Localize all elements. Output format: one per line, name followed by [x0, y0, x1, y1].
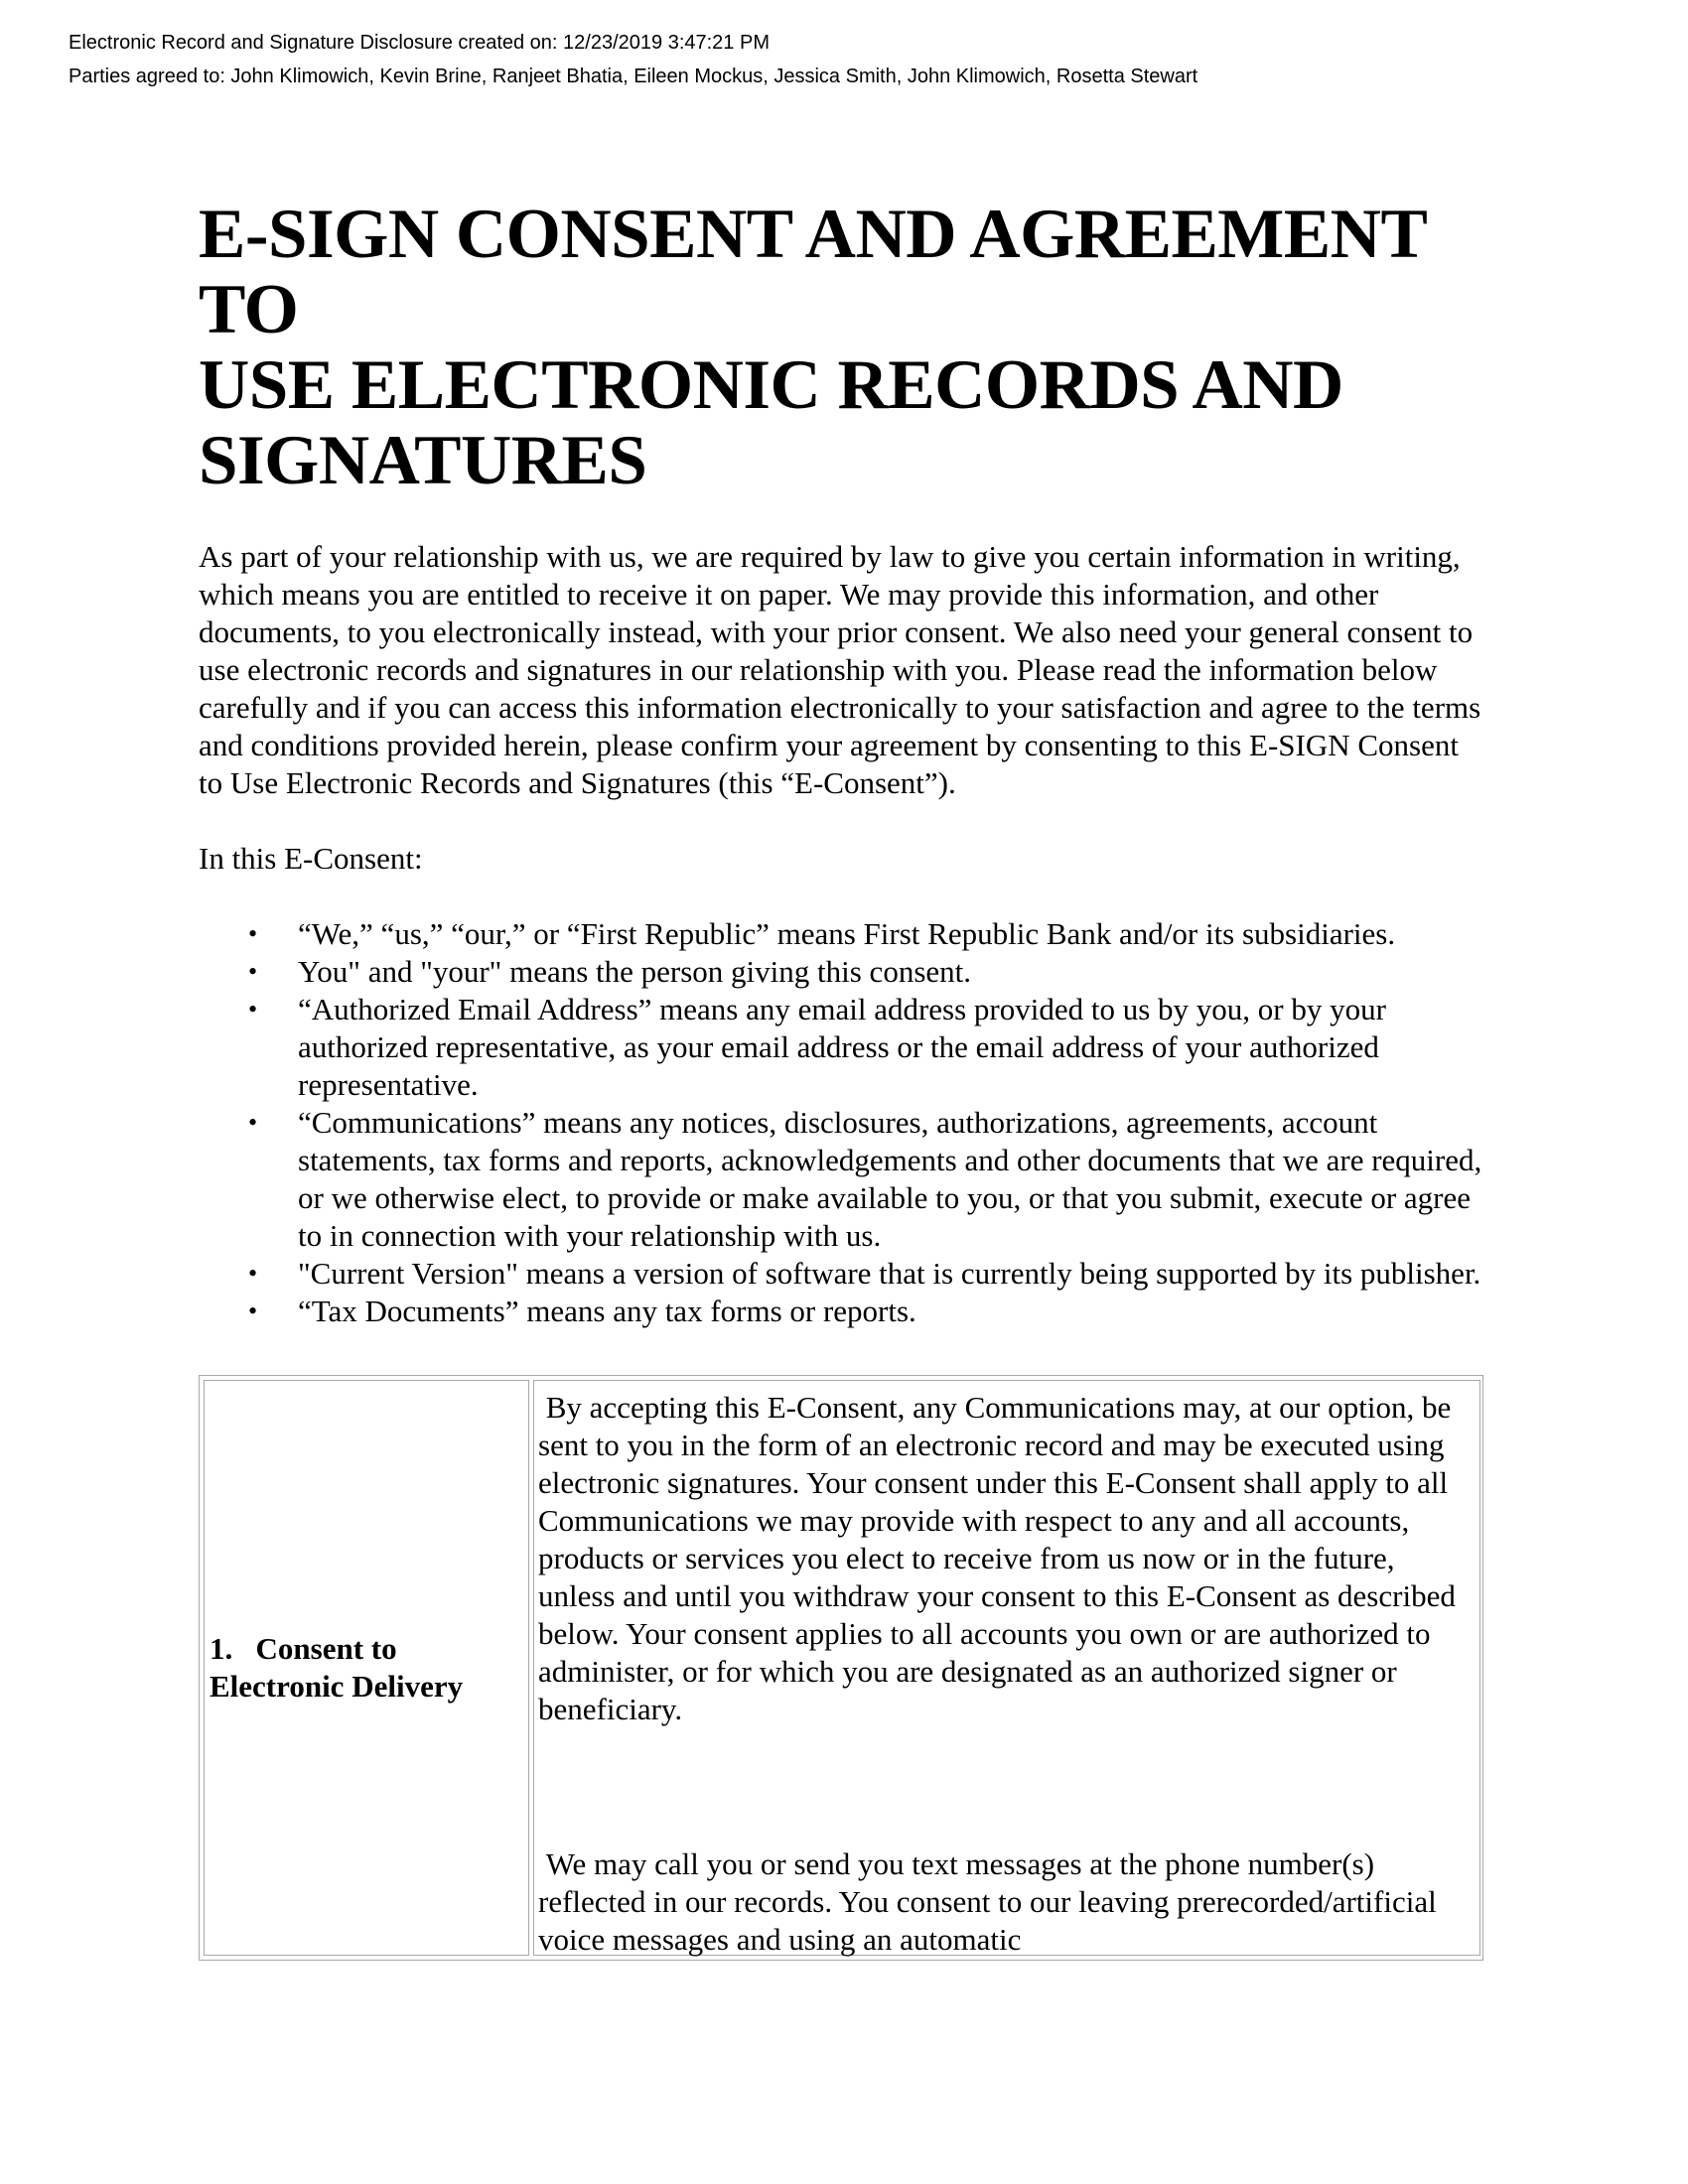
section-paragraph-text: By accepting this E-Consent, any Communications may, at our option, be sent to you in the form of an electronic record and may be executed using electronic signatures. Your consent under this E-Consent shall apply to all Communications we may provide with respect to any and all accounts, products or services you elect to receive from us now or in the future, unless and until you withdraw your consent to this E-Consent as described below. Your consent applies to all accounts you own or are authorized to administer, or for which you are designated as an authorized signer or beneficiary.: [538, 1390, 1456, 1726]
title-line: SIGNATURES: [199, 422, 647, 499]
section-number: 1.: [210, 1631, 233, 1666]
document-title: [199, 197, 1489, 498]
parties-line: Parties agreed to: John Klimowich, Kevin Brine, Ranjeet Bhatia, Eileen Mockus, Jessica Smith, John Klimowich, Rosetta Stewart: [69, 66, 1198, 87]
definition-item: [199, 1293, 1489, 1330]
bullet-icon: •: [248, 1108, 258, 1137]
bullet-icon: •: [248, 1259, 258, 1288]
definition-item: [199, 1255, 1489, 1293]
definition-text: “We,” “us,” “our,” or “First Republic” means First Republic Bank and/or its subsidiaries.: [298, 916, 1396, 951]
section-content-cell: [533, 1380, 1480, 1956]
section-heading-cell: [204, 1380, 529, 1956]
title-line: USE ELECTRONIC RECORDS AND: [199, 346, 1343, 424]
definition-text: “Communications” means any notices, disclosures, authorizations, agreements, account statements, tax forms and reports, acknowledgements and other documents that we are required, or we otherwise elect, to provide or make available to you, or that you submit, execute or agree to in connection with your relationship with us.: [298, 1105, 1482, 1253]
section-heading-line: Consent to: [255, 1631, 397, 1666]
definitions-list: [199, 915, 1489, 1330]
section-paragraph: [538, 1389, 1472, 1728]
definition-item: [199, 1104, 1489, 1255]
disclosure-header: [69, 26, 1197, 93]
bullet-icon: •: [248, 995, 258, 1024]
intro-paragraph: As part of your relationship with us, we are required by law to give you certain information in writing, which means you are entitled to receive it on paper. We may provide this information, and other documents, to you electronically instead, with your prior consent. We also need your general consent to use electronic records and signatures in our relationship with you. Please read the information below carefully and if you can access this information electronically to your satisfaction and agree to the terms and conditions provided herein, please confirm your agreement by consenting to this E-SIGN Consent to Use Electronic Records and Signatures (this “E-Consent”).: [199, 539, 1481, 800]
terms-table: [199, 1375, 1483, 1961]
created-line: Electronic Record and Signature Disclosure created on: 12/23/2019 3:47:21 PM: [69, 32, 770, 54]
section-paragraph: [538, 1845, 1472, 1959]
definition-item: [199, 991, 1489, 1104]
definition-item: [199, 953, 1489, 991]
definition-text: "Current Version" means a version of software that is currently being supported by its publisher.: [298, 1256, 1481, 1291]
definitions-lead: In this E-Consent:: [199, 841, 423, 876]
title-line: E-SIGN CONSENT AND AGREEMENT TO: [199, 196, 1427, 348]
document-body: [199, 197, 1489, 1330]
bullet-icon: •: [248, 957, 258, 986]
definition-text: You" and "your" means the person giving this consent.: [298, 954, 972, 989]
bullet-icon: •: [248, 1297, 258, 1325]
section-paragraph-text: We may call you or send you text messages at the phone number(s) reflected in our records. You consent to our leaving prerecorded/artificial voice messages and using an automatic: [538, 1846, 1437, 1957]
bullet-icon: •: [248, 919, 258, 948]
definition-text: “Authorized Email Address” means any email address provided to us by you, or by your authorized representative, as your email address or the email address of your authorized representative.: [298, 992, 1386, 1102]
definition-text: “Tax Documents” means any tax forms or reports.: [298, 1294, 916, 1328]
section-heading: [205, 1630, 527, 1706]
definition-item: [199, 915, 1489, 953]
section-heading-line: Electronic Delivery: [210, 1669, 464, 1704]
